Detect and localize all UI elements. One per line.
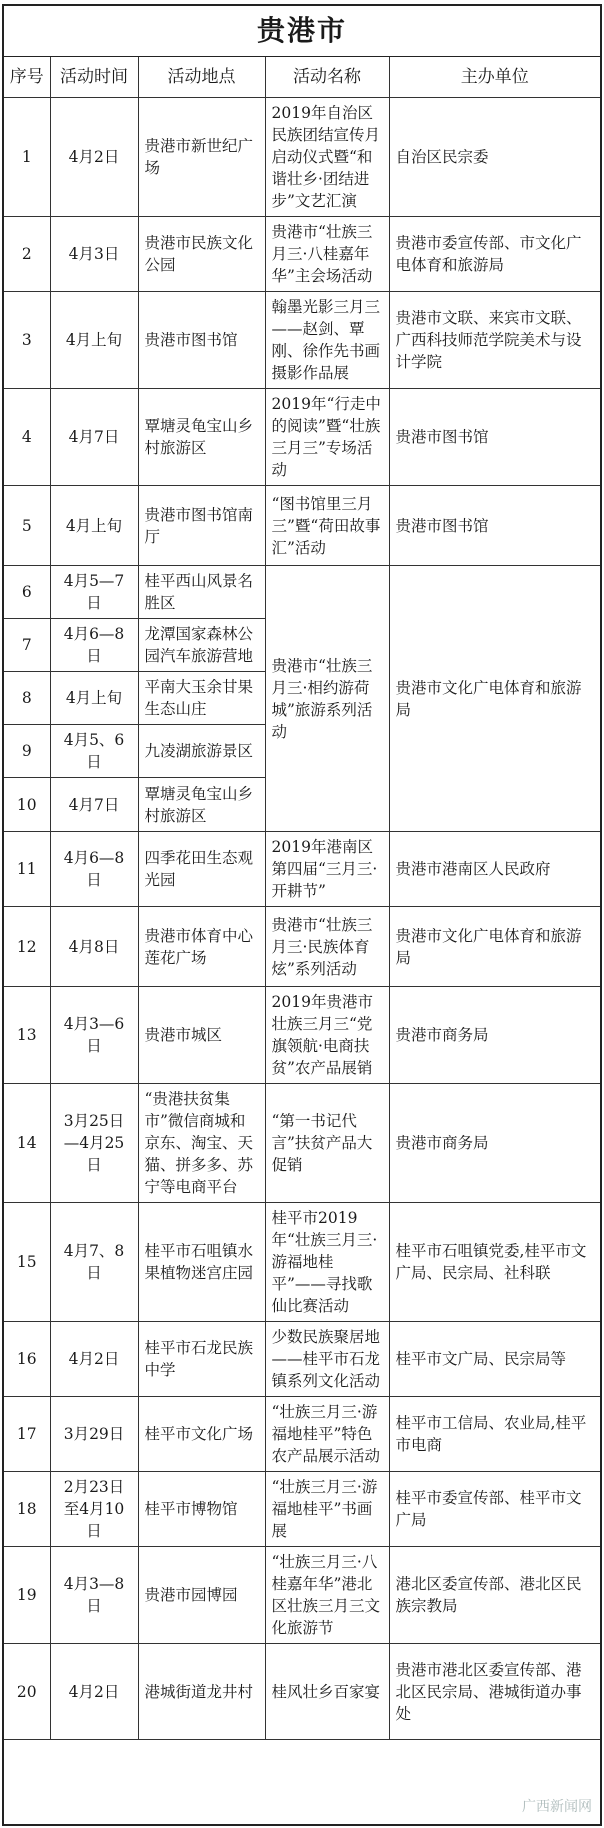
table-row [4, 1397, 600, 1472]
row-number-cell: 12 [4, 907, 50, 987]
activity-time-cell: 4月7、8日 [50, 1203, 138, 1322]
row-number-cell: 20 [4, 1644, 50, 1740]
row-number-cell: 13 [4, 987, 50, 1084]
activity-name-cell: 贵港市“壮族三月三·民族体育炫”系列活动 [265, 907, 389, 987]
activity-time-cell: 3月25日—4月25日 [50, 1084, 138, 1203]
row-number-cell: 16 [4, 1322, 50, 1397]
row-number-cell: 3 [4, 292, 50, 389]
activity-place-cell: 平南大玉余甘果生态山庄 [138, 672, 265, 725]
activity-time-cell: 4月7日 [50, 778, 138, 832]
table-row [4, 389, 600, 486]
activity-place-cell: 贵港市图书馆 [138, 292, 265, 389]
organizer-cell: 桂平市委宣传部、桂平市文广局 [389, 1472, 600, 1547]
activity-place-cell: 龙潭国家森林公园汽车旅游营地 [138, 619, 265, 672]
activity-name-cell: “图书馆里三月三”暨“荷田故事汇”活动 [265, 486, 389, 566]
activity-place-cell: “贵港扶贫集市”微信商城和京东、淘宝、天猫、拼多多、苏宁等电商平台 [138, 1084, 265, 1203]
table-row [4, 98, 600, 217]
organizer-cell: 港北区委宣传部、港北区民族宗教局 [389, 1547, 600, 1644]
row-number-cell: 10 [4, 778, 50, 832]
organizer-cell: 自治区民宗委 [389, 98, 600, 217]
row-number-cell: 4 [4, 389, 50, 486]
row-number-cell: 5 [4, 486, 50, 566]
activity-place-cell: 贵港市图书馆南厅 [138, 486, 265, 566]
activity-time-cell: 4月5、6日 [50, 725, 138, 778]
row-number-cell: 9 [4, 725, 50, 778]
activity-place-cell: 贵港市体育中心莲花广场 [138, 907, 265, 987]
activity-place-cell: 桂平市博物馆 [138, 1472, 265, 1547]
activity-place-cell: 贵港市城区 [138, 987, 265, 1084]
activity-name-cell: 翰墨光影三月三——赵剑、覃刚、徐作先书画摄影作品展 [265, 292, 389, 389]
table-row [4, 292, 600, 389]
activity-time-cell: 4月上旬 [50, 292, 138, 389]
activity-place-cell: 九凌湖旅游景区 [138, 725, 265, 778]
activity-name-cell: 2019年贵港市壮族三月三“党旗领航·电商扶贫”农产品展销 [265, 987, 389, 1084]
row-number-cell: 14 [4, 1084, 50, 1203]
table-row [4, 1547, 600, 1644]
organizer-cell: 贵港市港北区委宣传部、港北区民宗局、港城街道办事处 [389, 1644, 600, 1740]
activity-name-cell: 桂平市2019年“壮族三月三·游福地桂平”——寻找歌仙比赛活动 [265, 1203, 389, 1322]
organizer-cell: 贵港市委宣传部、市文化广电体育和旅游局 [389, 217, 600, 292]
row-number-cell: 8 [4, 672, 50, 725]
organizer-cell: 桂平市文广局、民宗局等 [389, 1322, 600, 1397]
activity-time-cell: 4月2日 [50, 98, 138, 217]
row-number-cell: 19 [4, 1547, 50, 1644]
activity-place-cell: 桂平市石咀镇水果植物迷宫庄园 [138, 1203, 265, 1322]
activity-place-cell: 港城街道龙井村 [138, 1644, 265, 1740]
table-row [4, 1084, 600, 1203]
activity-time-cell: 4月3—6日 [50, 987, 138, 1084]
activity-name-cell: 2019年“行走中的阅读”暨“壮族三月三”专场活动 [265, 389, 389, 486]
activity-place-cell: 贵港市民族文化公园 [138, 217, 265, 292]
activity-time-cell: 4月6—8日 [50, 832, 138, 907]
activity-time-cell: 3月29日 [50, 1397, 138, 1472]
activity-place-cell: 覃塘灵龟宝山乡村旅游区 [138, 389, 265, 486]
header-cell-name: 活动名称 [265, 57, 389, 98]
watermark-text: 广西新闻网 [522, 1799, 592, 1815]
table-row [4, 832, 600, 907]
activity-table [4, 57, 600, 1740]
header-cell-place: 活动地点 [138, 57, 265, 98]
row-number-cell: 11 [4, 832, 50, 907]
header-cell-org: 主办单位 [389, 57, 600, 98]
activity-time-cell: 4月2日 [50, 1644, 138, 1740]
table-row [4, 1644, 600, 1740]
row-number-cell: 2 [4, 217, 50, 292]
table-row [4, 217, 600, 292]
page-title: 贵港市 [4, 6, 600, 57]
activity-place-cell: 四季花田生态观光园 [138, 832, 265, 907]
organizer-cell: 贵港市文联、来宾市文联、广西科技师范学院美术与设计学院 [389, 292, 600, 389]
activity-name-cell: “壮族三月三·游福地桂平”特色农产品展示活动 [265, 1397, 389, 1472]
activity-name-cell: 2019年港南区第四届“三月三·开耕节” [265, 832, 389, 907]
activity-name-cell: 贵港市“壮族三月三·八桂嘉年华”主会场活动 [265, 217, 389, 292]
activity-time-cell: 4月5—7日 [50, 566, 138, 619]
activity-time-cell: 4月7日 [50, 389, 138, 486]
row-number-cell: 7 [4, 619, 50, 672]
header-cell-time: 活动时间 [50, 57, 138, 98]
activity-place-cell: 覃塘灵龟宝山乡村旅游区 [138, 778, 265, 832]
activity-name-cell: 贵港市“壮族三月三·相约游荷城”旅游系列活动 [265, 566, 389, 832]
activity-name-cell: 2019年自治区民族团结宣传月启动仪式暨“和谐壮乡·团结进步”文艺汇演 [265, 98, 389, 217]
organizer-cell: 贵港市商务局 [389, 987, 600, 1084]
table-row [4, 1322, 600, 1397]
table-row [4, 1203, 600, 1322]
organizer-cell: 贵港市商务局 [389, 1084, 600, 1203]
organizer-cell: 贵港市港南区人民政府 [389, 832, 600, 907]
organizer-cell: 贵港市图书馆 [389, 486, 600, 566]
activity-time-cell: 4月3—8日 [50, 1547, 138, 1644]
organizer-cell: 桂平市石咀镇党委,桂平市文广局、民宗局、社科联 [389, 1203, 600, 1322]
organizer-cell: 贵港市文化广电体育和旅游局 [389, 566, 600, 832]
row-number-cell: 1 [4, 98, 50, 217]
activity-place-cell: 贵港市新世纪广场 [138, 98, 265, 217]
table-body [4, 98, 600, 1740]
table-row [4, 907, 600, 987]
activity-place-cell: 贵港市园博园 [138, 1547, 265, 1644]
organizer-cell: 贵港市图书馆 [389, 389, 600, 486]
activity-time-cell: 4月6—8日 [50, 619, 138, 672]
table-header-row [4, 57, 600, 98]
table-row [4, 566, 600, 619]
activity-time-cell: 4月上旬 [50, 486, 138, 566]
activity-time-cell: 4月3日 [50, 217, 138, 292]
row-number-cell: 18 [4, 1472, 50, 1547]
table-row [4, 486, 600, 566]
organizer-cell: 贵港市文化广电体育和旅游局 [389, 907, 600, 987]
schedule-document [2, 4, 602, 1826]
activity-place-cell: 桂平西山风景名胜区 [138, 566, 265, 619]
row-number-cell: 17 [4, 1397, 50, 1472]
activity-time-cell: 2月23日至4月10日 [50, 1472, 138, 1547]
activity-name-cell: “壮族三月三·八桂嘉年华”港北区壮族三月三文化旅游节 [265, 1547, 389, 1644]
table-row [4, 987, 600, 1084]
organizer-cell: 桂平市工信局、农业局,桂平市电商 [389, 1397, 600, 1472]
row-number-cell: 15 [4, 1203, 50, 1322]
activity-time-cell: 4月2日 [50, 1322, 138, 1397]
activity-place-cell: 桂平市文化广场 [138, 1397, 265, 1472]
activity-name-cell: 少数民族聚居地——桂平市石龙镇系列文化活动 [265, 1322, 389, 1397]
activity-name-cell: “壮族三月三·游福地桂平”书画展 [265, 1472, 389, 1547]
activity-time-cell: 4月8日 [50, 907, 138, 987]
activity-name-cell: “第一书记代言”扶贫产品大促销 [265, 1084, 389, 1203]
activity-place-cell: 桂平市石龙民族中学 [138, 1322, 265, 1397]
row-number-cell: 6 [4, 566, 50, 619]
activity-name-cell: 桂风壮乡百家宴 [265, 1644, 389, 1740]
header-cell-no: 序号 [4, 57, 50, 98]
activity-time-cell: 4月上旬 [50, 672, 138, 725]
table-row [4, 1472, 600, 1547]
